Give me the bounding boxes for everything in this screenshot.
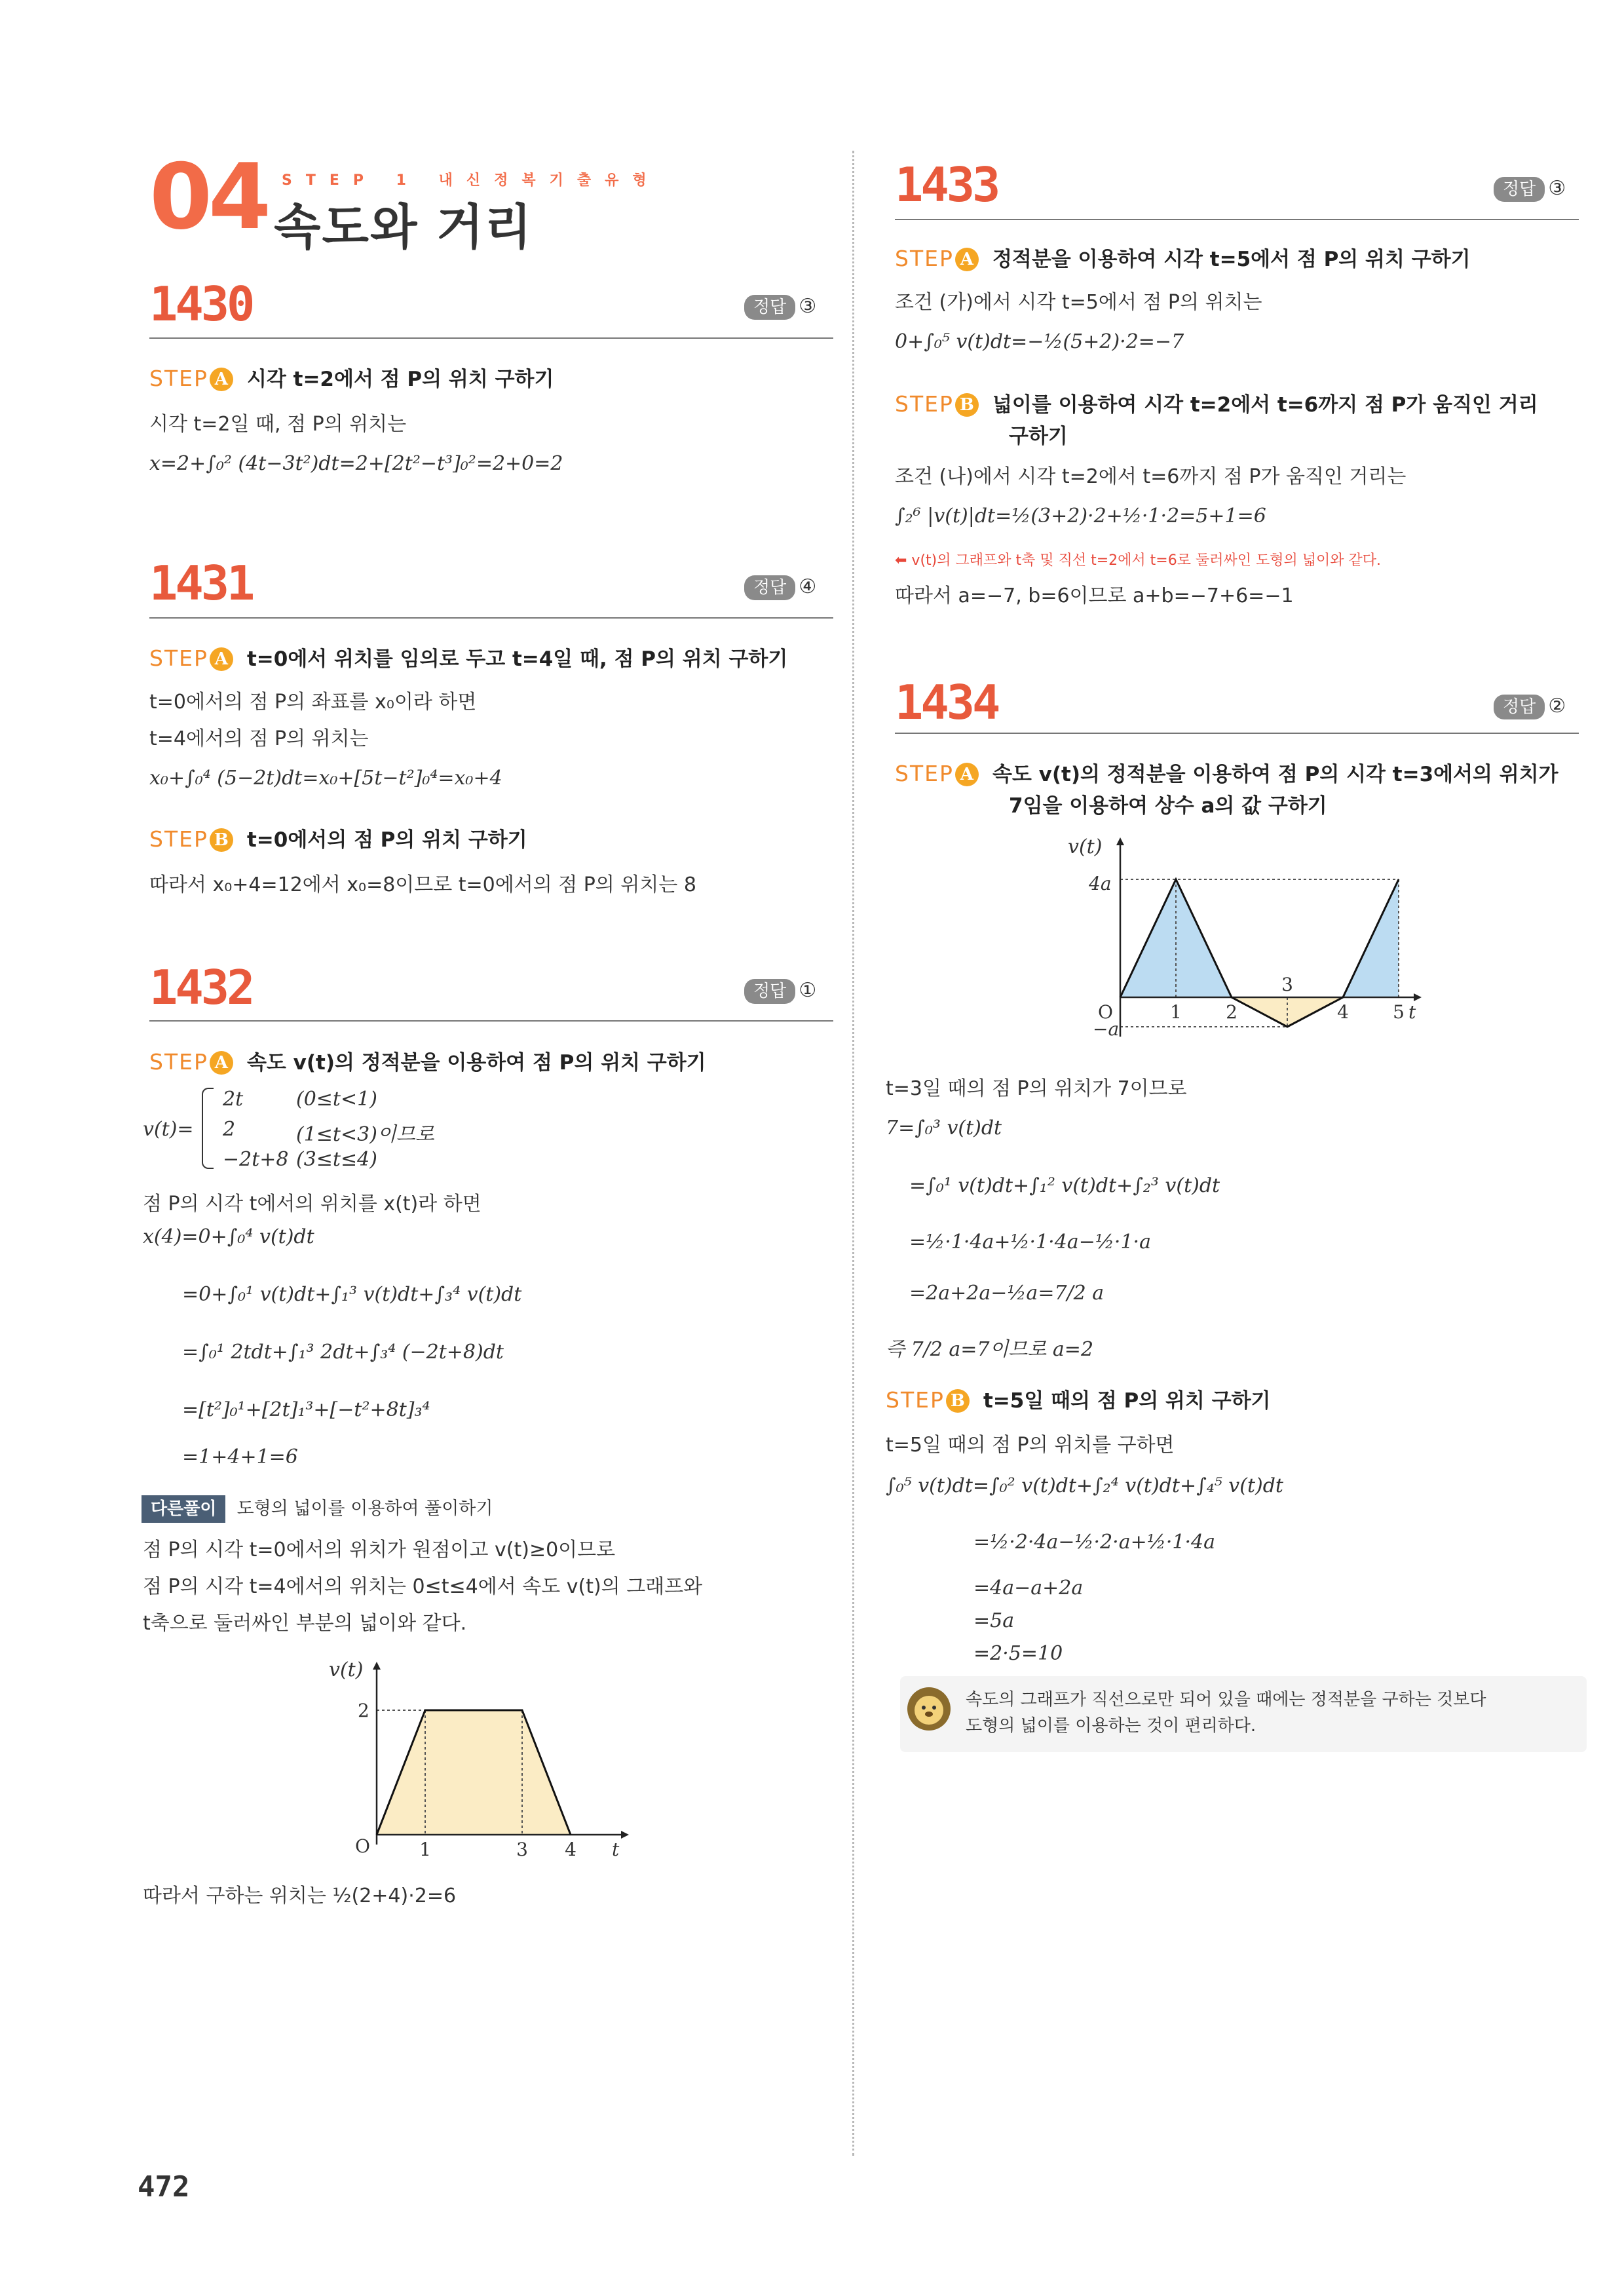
math-line: =2·5=10 [973,1642,1063,1665]
note-1433: ⬅ v(t)의 그래프와 t축 및 직선 t=2에서 t=6로 둘러싸인 도형의 넓이와 같다. [895,552,1381,569]
math-line: =5a [973,1609,1015,1632]
section-rule [149,617,833,619]
tip-box [900,1676,1587,1752]
tip-line: 속도의 그래프가 직선으로만 되어 있을 때에는 정적분을 구하는 것보다 [966,1690,1486,1710]
math-line: =∫₀¹ v(t)dt+∫₁² v(t)dt+∫₂³ v(t)dt [909,1174,1220,1197]
x-axis-label: t [612,1839,620,1860]
x-tick-label: 1 [419,1839,431,1860]
x-tick-label: 3 [516,1839,528,1860]
step-text-cont: 7임을 이용하여 상수 a의 값 구하기 [1009,794,1327,818]
math-line: x(4)=0+∫₀⁴ v(t)dt [143,1225,314,1248]
step-label: STEP [886,1387,945,1413]
y-axis-arrow [1116,837,1124,845]
y-tick-label: −a [1093,1018,1120,1040]
x-tick-label: 4 [565,1839,576,1860]
step-text: 넓이를 이용하여 시각 t=2에서 t=6까지 점 P가 움직인 거리 [992,393,1538,417]
x-tick-label: 4 [1337,1001,1349,1023]
step-letter-a: A [210,647,233,671]
step-label: STEP [895,391,954,417]
piecewise-cond: (1≤t<3)이므로 [296,1123,434,1146]
step-a-1433 [895,242,1471,272]
step-a-1432 [149,1046,706,1075]
math-line: =∫₀¹ 2tdt+∫₁³ 2dt+∫₃⁴ (−2t+8)dt [182,1341,504,1364]
step-b-1434 [886,1384,1270,1413]
x-axis-arrow [1414,993,1422,1001]
math-line: x=2+∫₀² (4t−3t²)dt=2+[2t²−t³]₀²=2+0=2 [149,452,563,475]
step-text-cont: 구하기 [1009,425,1068,448]
step-a-1431 [149,642,787,672]
section-rule [895,219,1579,220]
piecewise-brace [202,1088,214,1169]
problem-number-1432: 1432 [149,960,253,1015]
answer-value: ① [799,979,817,1002]
text-line: 따라서 x₀+4=12에서 x₀=8이므로 t=0에서의 점 P의 위치는 8 [149,873,696,896]
answer-badge: 정답 [744,575,795,600]
step-b-1431 [149,823,527,852]
step-label: STEP [149,826,208,852]
problem-number-1430: 1430 [149,277,253,332]
section-title: 속도와 거리 [274,199,533,256]
area-fill-negative [1232,997,1343,1027]
alt-solution-header [142,1494,493,1520]
step-text: t=0에서 위치를 임의로 두고 t=4일 때, 점 P의 위치 구하기 [246,647,788,671]
step-text: t=0에서의 점 P의 위치 구하기 [246,828,527,852]
lion-mascot-icon [905,1685,953,1732]
x-tick-label: 2 [1226,1001,1237,1023]
text-line: t=4에서의 점 P의 위치는 [149,727,369,750]
x-tick-label: 3 [1281,974,1293,995]
section-rule [149,337,833,339]
y-axis-label: v(t) [1068,835,1103,858]
step-letter-b: B [210,828,233,852]
math-line: x₀+∫₀⁴ (5−2t)dt=x₀+[5t−t²]₀⁴=x₀+4 [149,767,502,790]
column-divider [852,151,854,2156]
x-tick-label: 1 [1170,1001,1182,1023]
section-number: 04 [149,144,268,250]
step-text: t=5일 때의 점 P의 위치 구하기 [983,1389,1271,1413]
origin-label: O [355,1835,370,1857]
answer-value: ② [1548,695,1566,718]
step-text: 속도 v(t)의 정적분을 이용하여 점 P의 위치 구하기 [246,1051,706,1075]
piecewise-cond: (0≤t<1) [296,1088,377,1111]
answer-badge: 정답 [744,979,795,1004]
math-line: 0+∫₀⁵ v(t)dt=−½(5+2)·2=−7 [895,330,1184,353]
x-axis-arrow [621,1831,629,1839]
step-letter-b: B [955,393,979,417]
problem-number-1431: 1431 [149,556,253,611]
step-text: 정적분을 이용하여 시각 t=5에서 점 P의 위치 구하기 [992,248,1471,271]
velocity-graph-1432 [314,1651,655,1861]
math-line: =½·2·4a−½·2·a+½·1·4a [973,1531,1215,1554]
x-axis-label: t [1408,1001,1416,1023]
answer-1430 [744,294,816,318]
text-line: 점 P의 시각 t=0에서의 위치가 원점이고 v(t)≥0이므로 [143,1539,616,1561]
alt-title: 도형의 넓이를 이용하여 풀이하기 [236,1499,493,1519]
problem-number-1433: 1433 [895,157,998,212]
text-line: 조건 (가)에서 시각 t=5에서 점 P의 위치는 [895,291,1262,314]
answer-badge: 정답 [1494,695,1545,719]
step-text: 속도 v(t)의 정적분을 이용하여 점 P의 시각 t=3에서의 위치가 [992,763,1558,786]
step-label: STEP [895,246,954,271]
text-line: 시각 t=2일 때, 점 P의 위치는 [149,413,407,436]
piecewise-expr: 2 [223,1118,236,1141]
step-label: STEP [149,1049,208,1075]
math-line: 즉 7/2 a=7이므로 a=2 [886,1338,1094,1361]
piecewise-lhs: v(t)= [143,1118,194,1141]
step-b-1433 [895,388,1538,417]
y-axis-label: v(t) [329,1658,364,1681]
math-line: =[t²]₀¹+[2t]₁³+[−t²+8t]₃⁴ [182,1398,430,1421]
section-rule [149,1020,833,1022]
answer-1433 [1494,176,1566,200]
math-line: =2a+2a−½a=7/2 a [909,1282,1105,1305]
velocity-graph-1434 [1055,827,1448,1050]
step-text: 시각 t=2에서 점 P의 위치 구하기 [246,368,554,391]
step-letter-a: A [955,763,979,786]
y-tick-label: 2 [358,1700,369,1721]
answer-1434 [1494,693,1566,718]
text-line: t축으로 둘러싸인 부분의 넓이와 같다. [143,1612,467,1635]
area-fill [377,1710,571,1835]
answer-value: ③ [1548,177,1566,200]
step-label: STEP [895,761,954,786]
step-label: STEP [149,645,208,671]
math-line: =½·1·4a+½·1·4a−½·1·a [909,1231,1151,1253]
math-line: =4a−a+2a [973,1577,1084,1599]
section-step: STEP 1 내신정복기출유형 [282,172,660,189]
piecewise-expr: 2t [223,1088,244,1111]
answer-value: ④ [799,575,817,598]
x-tick-label: 5 [1393,1001,1405,1023]
answer-value: ③ [799,295,817,318]
answer-badge: 정답 [1494,177,1545,202]
problem-number-1434: 1434 [895,675,998,730]
step-letter-a: A [210,1051,233,1075]
answer-badge: 정답 [744,295,795,320]
origin-label: O [1098,1001,1113,1023]
math-line: =1+4+1=6 [182,1445,298,1468]
step-a-1434 [895,757,1558,787]
final-answer-1433: 따라서 a=−7, b=6이므로 a+b=−7+6=−1 [895,584,1294,607]
step-label: STEP [149,366,208,391]
math-line: =0+∫₀¹ v(t)dt+∫₁³ v(t)dt+∫₃⁴ v(t)dt [182,1283,522,1306]
alt-badge: 다른풀이 [142,1495,225,1523]
piecewise-expr: −2t+8 [223,1148,289,1171]
math-line: ∫₂⁶ |v(t)|dt=½(3+2)·2+½·1·2=5+1=6 [895,505,1266,527]
answer-1432 [744,978,816,1002]
final-answer-1432: 따라서 구하는 위치는 ½(2+4)·2=6 [143,1885,457,1907]
text-line: 점 P의 시각 t에서의 위치를 x(t)라 하면 [143,1193,482,1215]
text-line: t=5일 때의 점 P의 위치를 구하면 [886,1434,1175,1457]
math-line: ∫₀⁵ v(t)dt=∫₀² v(t)dt+∫₂⁴ v(t)dt+∫₄⁵ v(t)dt [886,1474,1283,1497]
y-axis-arrow [373,1662,381,1670]
page-number: 472 [138,2170,190,2204]
text-line: t=0에서의 점 P의 좌표를 x₀이라 하면 [149,691,477,714]
section-rule [895,733,1579,734]
text-line: t=3일 때의 점 P의 위치가 7이므로 [886,1077,1187,1100]
tip-line: 도형의 넓이를 이용하는 것이 편리하다. [966,1716,1256,1736]
step-letter-b: B [946,1389,970,1413]
step-a-1430 [149,362,554,392]
step-letter-a: A [955,248,979,271]
text-line: 조건 (나)에서 시각 t=2에서 t=6까지 점 P가 움직인 거리는 [895,465,1407,488]
text-line: 점 P의 시각 t=4에서의 위치는 0≤t≤4에서 속도 v(t)의 그래프와 [143,1575,703,1598]
y-tick-label: 4a [1089,873,1112,894]
answer-1431 [744,574,816,598]
step-letter-a: A [210,368,233,391]
piecewise-cond: (3≤t≤4) [296,1148,377,1171]
math-line: 7=∫₀³ v(t)dt [886,1117,1002,1139]
